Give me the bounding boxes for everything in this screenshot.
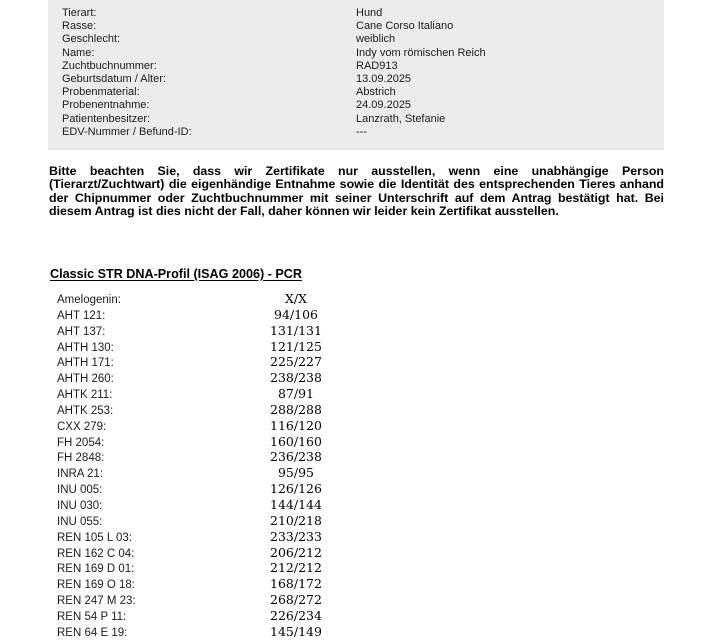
info-row [62, 126, 664, 139]
str-marker-label: REN 169 O 18: [57, 579, 135, 592]
str-table-row [57, 576, 477, 592]
str-table-row [57, 465, 477, 481]
info-row-label: Geburtsdatum / Alter: [62, 73, 166, 86]
info-row-label: Rasse: [62, 20, 97, 33]
info-row-value: --- [356, 125, 367, 138]
str-marker-label: REN 54 P 11: [57, 610, 127, 623]
str-allele-value: X/X [284, 291, 307, 306]
str-table-row [57, 513, 477, 529]
str-marker-label: AHTH 171: [57, 357, 114, 370]
str-allele-value: 126/126 [270, 481, 322, 497]
str-table-row [57, 608, 477, 624]
str-allele-value: 121/125 [270, 338, 322, 354]
certificate-notice: Bitte beachten Sie, dass wir Zertifikate nur ausstellen, wenn eine unabhängige Person (Tierarzt/Zuchtwart) die eigenhändige Entnahme sowie die Identität des entsprechenden Tieres anhand der Chipnummer oder Zuchtbuchnummer mit seiner Unterschrift auf dem Antrag bestätigt hat. Bei diesem Antrag ist dies nicht der Fall, daher können wir leider kein Zertifikat ausstellen. [49, 164, 664, 219]
str-table-row [57, 386, 477, 402]
str-marker-label: CXX 279: [57, 420, 107, 433]
str-table-row [57, 354, 477, 370]
str-allele-value: 160/160 [270, 433, 322, 449]
str-marker-label: REN 64 E 19: [57, 626, 128, 639]
str-profile-table [57, 291, 477, 640]
str-table-row [57, 592, 477, 608]
str-marker-label: AHTK 211: [57, 389, 113, 402]
info-row [62, 20, 664, 33]
info-row-label: EDV-Nummer / Befund-ID: [62, 125, 192, 138]
info-row-label: Probenmaterial: [62, 86, 140, 99]
str-table-row [57, 402, 477, 418]
str-table-row [57, 449, 477, 465]
str-allele-value: 236/238 [270, 449, 322, 465]
str-marker-label: REN 247 M 23: [57, 595, 136, 608]
str-marker-label: INU 030: [57, 499, 103, 512]
str-table-row [57, 339, 477, 355]
animal-info-panel [48, 0, 664, 150]
info-row-label: Probenentnahme: [62, 99, 150, 112]
str-allele-value: 168/172 [270, 576, 322, 592]
str-marker-label: AHTH 130: [57, 341, 114, 354]
info-row-label: Tierart: [62, 7, 97, 19]
info-row-label: Patientenbesitzer: [62, 112, 151, 125]
info-row [62, 73, 664, 86]
str-allele-value: 87/91 [277, 386, 315, 402]
str-allele-value: 144/144 [270, 496, 322, 512]
info-row-value: Abstrich [356, 86, 396, 99]
info-row [62, 33, 664, 46]
str-marker-label: REN 169 D 01: [57, 563, 135, 576]
info-row-value: Lanzrath, Stefanie [356, 112, 446, 125]
str-allele-value: 131/131 [270, 322, 322, 338]
info-row-value: 13.09.2025 [356, 73, 412, 86]
info-row-value: RAD913 [356, 59, 398, 72]
str-allele-value: 206/212 [270, 544, 322, 560]
info-row-label: Zuchtbuchnummer: [62, 59, 157, 72]
str-marker-label: FH 2054: [57, 436, 105, 449]
str-allele-value: 268/272 [270, 592, 322, 608]
str-table-row [57, 370, 477, 386]
info-row-value: Hund [356, 7, 383, 19]
info-row-value: weiblich [356, 33, 396, 46]
str-allele-value: 145/149 [270, 623, 322, 639]
str-table-row [57, 529, 477, 545]
str-allele-value: 226/234 [270, 607, 322, 623]
str-marker-label: FH 2848: [57, 452, 105, 465]
str-table-row [57, 307, 477, 323]
info-row [62, 60, 664, 73]
str-marker-label: INU 005: [57, 484, 103, 497]
str-allele-value: 288/288 [270, 401, 322, 417]
str-section-title: Classic STR DNA-Profil (ISAG 2006) - PCR [50, 267, 302, 281]
str-marker-label: AHTH 260: [57, 373, 114, 386]
str-marker-label: REN 105 L 03: [57, 531, 133, 544]
info-row [62, 113, 664, 126]
info-row [62, 47, 664, 60]
info-row-label: Name: [62, 46, 95, 59]
str-allele-value: 212/212 [270, 560, 322, 576]
str-table-row [57, 418, 477, 434]
str-table-row [57, 291, 477, 307]
info-row-value: Indy vom römischen Reich [356, 46, 486, 59]
str-marker-label: INU 055: [57, 515, 103, 528]
info-row [62, 86, 664, 99]
str-table-row [57, 624, 477, 640]
str-marker-label: INRA 21: [57, 468, 104, 481]
str-marker-label: REN 162 C 04: [57, 547, 135, 560]
str-marker-label: AHT 137: [57, 325, 106, 338]
str-table-row [57, 323, 477, 339]
str-allele-value: 225/227 [270, 354, 322, 370]
str-allele-value: 95/95 [277, 465, 315, 481]
info-row-value: Cane Corso Italiano [356, 20, 454, 33]
info-row [62, 7, 664, 20]
str-table-row [57, 481, 477, 497]
info-row-value: 24.09.2025 [356, 99, 412, 112]
str-table-row [57, 434, 477, 450]
str-table-row [57, 560, 477, 576]
str-table-row [57, 545, 477, 561]
str-table-row [57, 497, 477, 513]
str-allele-value: 210/218 [270, 512, 322, 528]
str-marker-label: Amelogenin: [57, 294, 121, 306]
str-marker-label: AHTK 253: [57, 404, 114, 417]
str-allele-value: 233/233 [270, 528, 322, 544]
info-row-label: Geschlecht: [62, 33, 121, 46]
info-row [62, 99, 664, 112]
str-allele-value: 94/106 [274, 306, 318, 322]
str-marker-label: AHT 121: [57, 309, 106, 322]
str-allele-value: 238/238 [270, 370, 322, 386]
str-allele-value: 116/120 [270, 417, 322, 433]
